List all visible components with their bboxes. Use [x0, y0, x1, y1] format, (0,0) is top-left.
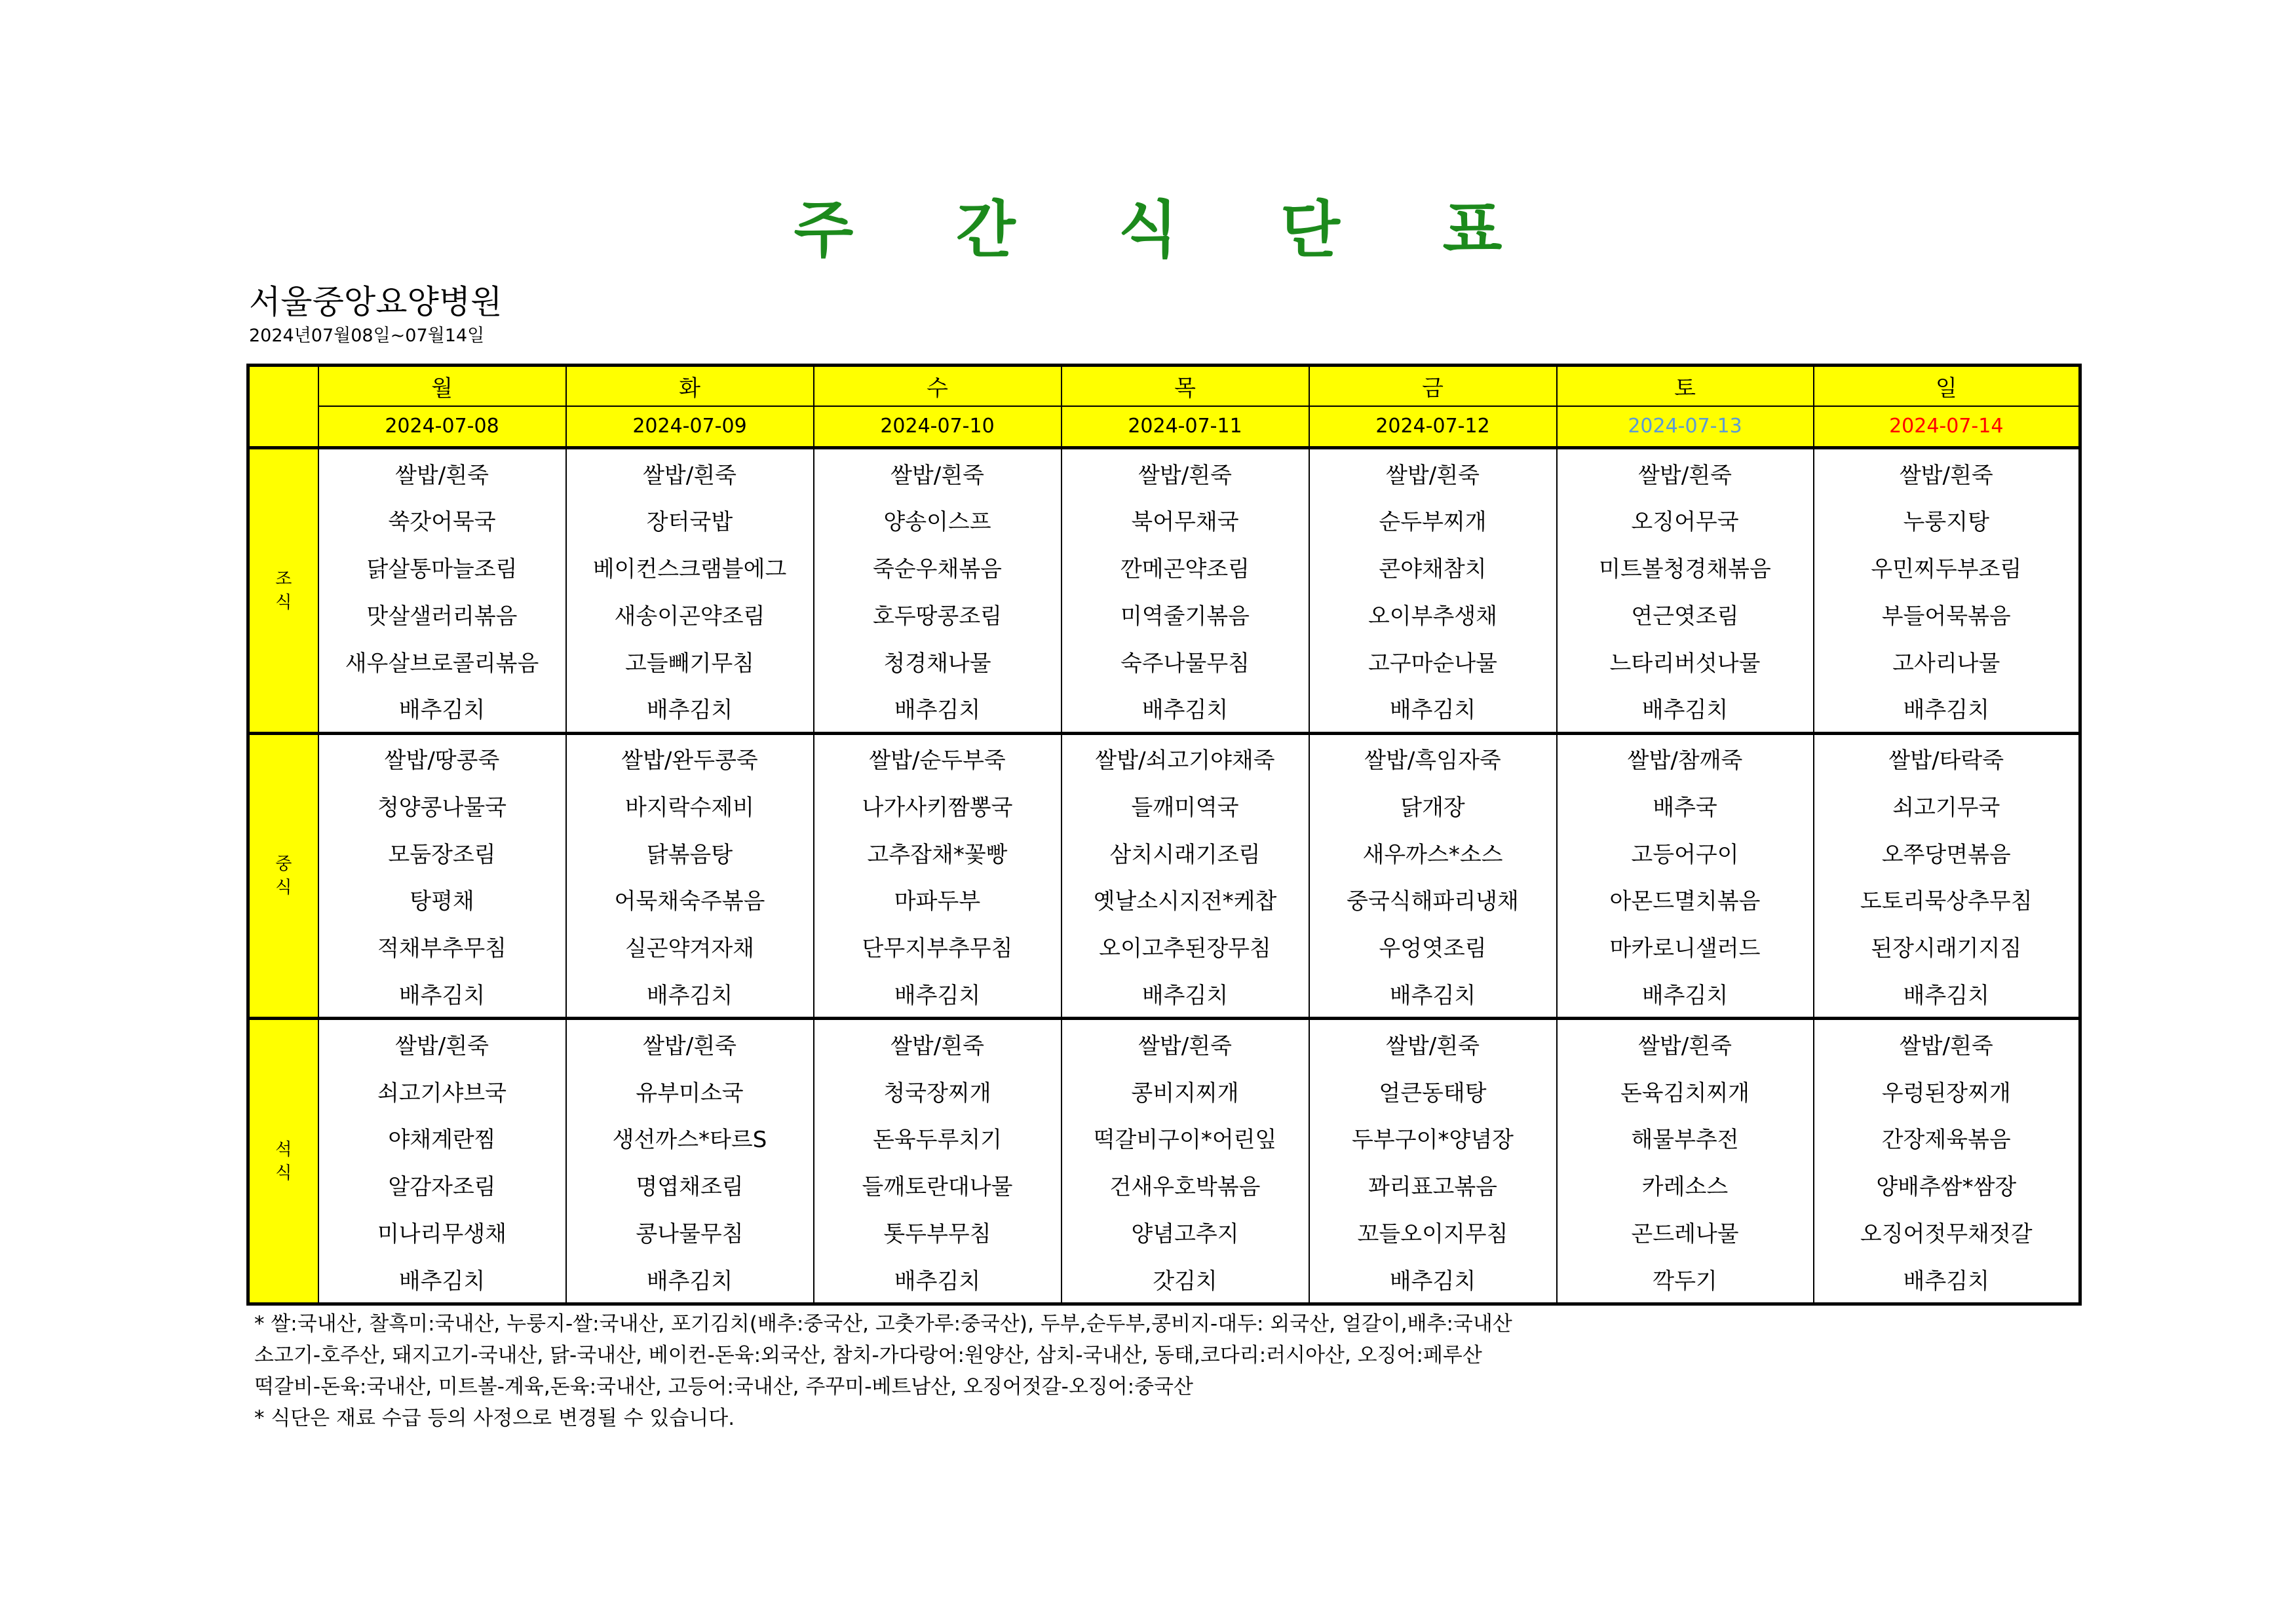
dish-cell-sun: 쌀밥/타락죽 [1814, 733, 2080, 782]
dish-cell-fri: 꽈리표고볶음 [1309, 1161, 1557, 1209]
dish-cell-fri: 우엉엿조림 [1309, 923, 1557, 970]
dish-cell-thu: 갓김치 [1062, 1255, 1309, 1304]
dish-cell-wed: 들깨토란대나물 [814, 1161, 1062, 1209]
dish-cell-tue: 고들빼기무침 [566, 637, 814, 685]
day-name-thu: 목 [1062, 366, 1309, 406]
dish-cell-fri: 중국식해파리냉채 [1309, 876, 1557, 923]
date-thu: 2024-07-11 [1062, 406, 1309, 448]
day-name-wed: 수 [814, 366, 1062, 406]
date-sun: 2024-07-14 [1814, 406, 2080, 448]
table-row [248, 1255, 2080, 1304]
date-mon: 2024-07-08 [318, 406, 566, 448]
dish-cell-sat: 곤드레나물 [1557, 1208, 1814, 1255]
dish-cell-sat: 쌀밥/흰죽 [1557, 1019, 1814, 1067]
dish-cell-tue: 배추김치 [566, 685, 814, 733]
dish-cell-sun: 배추김치 [1814, 1255, 2080, 1304]
table-row [248, 544, 2080, 591]
dish-cell-thu: 들깨미역국 [1062, 782, 1309, 829]
dish-cell-wed: 쌀밥/흰죽 [814, 1019, 1062, 1067]
table-row [248, 448, 2080, 497]
dish-cell-sat: 깍두기 [1557, 1255, 1814, 1304]
dish-cell-thu: 깐메곤약조림 [1062, 544, 1309, 591]
dish-cell-wed: 배추김치 [814, 1255, 1062, 1304]
dish-cell-tue: 쌀밥/흰죽 [566, 448, 814, 497]
dish-cell-sun: 양배추쌈*쌈장 [1814, 1161, 2080, 1209]
table-row [248, 685, 2080, 733]
dish-cell-fri: 쌀밥/흑임자죽 [1309, 733, 1557, 782]
dish-cell-sat: 돈육김치찌개 [1557, 1067, 1814, 1114]
note-line: 소고기-호주산, 돼지고기-국내산, 닭-국내산, 베이컨-돈육:외국산, 참치-가다랑어:원양산, 삼치-국내산, 동태,코다리:러시아산, 오징어:페루산 [254, 1344, 1482, 1367]
table-row [248, 1019, 2080, 1067]
dish-cell-sat: 연근엿조림 [1557, 591, 1814, 638]
table-row [248, 782, 2080, 829]
dish-cell-thu: 쌀밥/흰죽 [1062, 448, 1309, 497]
dish-cell-thu: 떡갈비구이*어린잎 [1062, 1114, 1309, 1161]
dish-cell-fri: 배추김치 [1309, 1255, 1557, 1304]
dish-cell-wed: 호두땅콩조림 [814, 591, 1062, 638]
dish-cell-wed: 쌀밥/흰죽 [814, 448, 1062, 497]
dish-cell-fri: 새우까스*소스 [1309, 829, 1557, 876]
dish-cell-wed: 죽순우채볶음 [814, 544, 1062, 591]
dish-cell-mon: 배추김치 [318, 1255, 566, 1304]
dish-cell-wed: 돈육두루치기 [814, 1114, 1062, 1161]
table-row [248, 591, 2080, 638]
table-row [248, 876, 2080, 923]
dish-cell-tue: 실곤약겨자채 [566, 923, 814, 970]
dish-cell-thu: 옛날소시지전*케찹 [1062, 876, 1309, 923]
dish-cell-thu: 배추김치 [1062, 685, 1309, 733]
dish-cell-wed: 청경채나물 [814, 637, 1062, 685]
table-row [248, 829, 2080, 876]
dish-cell-mon: 쌀밥/땅콩죽 [318, 733, 566, 782]
table-row [248, 970, 2080, 1019]
day-name-sun: 일 [1814, 366, 2080, 406]
dish-cell-mon: 배추김치 [318, 685, 566, 733]
dish-cell-tue: 생선까스*타르S [566, 1114, 814, 1161]
date-tue: 2024-07-09 [566, 406, 814, 448]
dish-cell-thu: 양념고추지 [1062, 1208, 1309, 1255]
dish-cell-fri: 쌀밥/흰죽 [1309, 448, 1557, 497]
dish-cell-sun: 도토리묵상추무침 [1814, 876, 2080, 923]
dish-cell-tue: 콩나물무침 [566, 1208, 814, 1255]
table-row [248, 923, 2080, 970]
dish-cell-tue: 쌀밥/완두콩죽 [566, 733, 814, 782]
dish-cell-sat: 배추국 [1557, 782, 1814, 829]
table-row [248, 497, 2080, 544]
dish-cell-mon: 모둠장조림 [318, 829, 566, 876]
dish-cell-sun: 누룽지탕 [1814, 497, 2080, 544]
dish-cell-thu: 오이고추된장무침 [1062, 923, 1309, 970]
day-name-sat: 토 [1557, 366, 1814, 406]
dish-cell-sun: 배추김치 [1814, 970, 2080, 1019]
date-sat: 2024-07-13 [1557, 406, 1814, 448]
dish-cell-fri: 배추김치 [1309, 685, 1557, 733]
dish-cell-tue: 베이컨스크램블에그 [566, 544, 814, 591]
menu-period: 2024년07월08일~07월14일 [249, 326, 485, 346]
dish-cell-fri: 오이부추생채 [1309, 591, 1557, 638]
dish-cell-sun: 배추김치 [1814, 685, 2080, 733]
dish-cell-mon: 쌀밥/흰죽 [318, 1019, 566, 1067]
dish-cell-sat: 쌀밥/흰죽 [1557, 448, 1814, 497]
dish-cell-tue: 유부미소국 [566, 1067, 814, 1114]
dish-cell-mon: 탕평채 [318, 876, 566, 923]
dish-cell-wed: 나가사키짬뽕국 [814, 782, 1062, 829]
table-row [248, 637, 2080, 685]
dish-cell-thu: 숙주나물무침 [1062, 637, 1309, 685]
dish-cell-wed: 마파두부 [814, 876, 1062, 923]
dish-cell-sat: 아몬드멸치볶음 [1557, 876, 1814, 923]
note-line: * 쌀:국내산, 찰흑미:국내산, 누룽지-쌀:국내산, 포기김치(배추:중국산, 고춧가루:중국산), 두부,순두부,콩비지-대두: 외국산, 얼갈이,배추:국내산 [254, 1312, 1512, 1336]
dish-cell-mon: 야채계란찜 [318, 1114, 566, 1161]
dish-cell-sat: 마카로니샐러드 [1557, 923, 1814, 970]
dish-cell-tue: 바지락수제비 [566, 782, 814, 829]
dish-cell-mon: 배추김치 [318, 970, 566, 1019]
dish-cell-sat: 배추김치 [1557, 685, 1814, 733]
dish-cell-fri: 순두부찌개 [1309, 497, 1557, 544]
day-name-fri: 금 [1309, 366, 1557, 406]
weekly-menu-table [246, 364, 2082, 1306]
dish-cell-tue: 장터국밥 [566, 497, 814, 544]
dish-cell-wed: 단무지부추무침 [814, 923, 1062, 970]
dish-cell-thu: 배추김치 [1062, 970, 1309, 1019]
menu-table-body [248, 366, 2080, 1304]
dish-cell-tue: 명엽채조림 [566, 1161, 814, 1209]
dish-cell-tue: 닭볶음탕 [566, 829, 814, 876]
date-fri: 2024-07-12 [1309, 406, 1557, 448]
dish-cell-fri: 쌀밥/흰죽 [1309, 1019, 1557, 1067]
meal-label: 조 식 [248, 448, 318, 734]
dish-cell-fri: 고구마순나물 [1309, 637, 1557, 685]
dish-cell-mon: 새우살브로콜리볶음 [318, 637, 566, 685]
dish-cell-sun: 우렁된장찌개 [1814, 1067, 2080, 1114]
page-title: 주 간 식 단 표 [794, 195, 1543, 266]
dish-cell-sat: 오징어무국 [1557, 497, 1814, 544]
dish-cell-fri: 얼큰동태탕 [1309, 1067, 1557, 1114]
table-row [248, 1067, 2080, 1114]
dish-cell-mon: 쌀밥/흰죽 [318, 448, 566, 497]
date-row [248, 406, 2080, 448]
dish-cell-thu: 건새우호박볶음 [1062, 1161, 1309, 1209]
dish-cell-sat: 고등어구이 [1557, 829, 1814, 876]
dish-cell-thu: 미역줄기볶음 [1062, 591, 1309, 638]
dish-cell-thu: 쌀밥/흰죽 [1062, 1019, 1309, 1067]
dish-cell-wed: 쌀밥/순두부죽 [814, 733, 1062, 782]
dish-cell-mon: 맛살샐러리볶음 [318, 591, 566, 638]
note-line: 떡갈비-돈육:국내산, 미트볼-계육,돈육:국내산, 고등어:국내산, 주꾸미-베트남산, 오징어젓갈-오징어:중국산 [254, 1375, 1193, 1399]
dish-cell-sun: 오징어젓무채젓갈 [1814, 1208, 2080, 1255]
dish-cell-sat: 쌀밥/참깨죽 [1557, 733, 1814, 782]
dish-cell-sun: 쌀밥/흰죽 [1814, 1019, 2080, 1067]
dish-cell-wed: 배추김치 [814, 685, 1062, 733]
day-name-mon: 월 [318, 366, 566, 406]
dish-cell-sun: 쇠고기무국 [1814, 782, 2080, 829]
dish-cell-wed: 고추잡채*꽃빵 [814, 829, 1062, 876]
dish-cell-tue: 새송이곤약조림 [566, 591, 814, 638]
dish-cell-sun: 오쭈당면볶음 [1814, 829, 2080, 876]
dish-cell-tue: 어묵채숙주볶음 [566, 876, 814, 923]
date-wed: 2024-07-10 [814, 406, 1062, 448]
note-line: * 식단은 재료 수급 등의 사정으로 변경될 수 있습니다. [254, 1407, 735, 1430]
origin-notes [254, 1308, 1512, 1434]
dish-cell-fri: 두부구이*양념장 [1309, 1114, 1557, 1161]
day-name-row [248, 366, 2080, 406]
dish-cell-sun: 간장제육볶음 [1814, 1114, 2080, 1161]
dish-cell-sat: 카레소스 [1557, 1161, 1814, 1209]
dish-cell-tue: 배추김치 [566, 970, 814, 1019]
dish-cell-thu: 삼치시래기조림 [1062, 829, 1309, 876]
dish-cell-thu: 쌀밥/쇠고기야채죽 [1062, 733, 1309, 782]
dish-cell-mon: 쑥갓어묵국 [318, 497, 566, 544]
dish-cell-fri: 닭개장 [1309, 782, 1557, 829]
dish-cell-sun: 고사리나물 [1814, 637, 2080, 685]
dish-cell-sat: 배추김치 [1557, 970, 1814, 1019]
dish-cell-sat: 미트볼청경채볶음 [1557, 544, 1814, 591]
table-row [248, 1161, 2080, 1209]
dish-cell-tue: 배추김치 [566, 1255, 814, 1304]
dish-cell-wed: 톳두부무침 [814, 1208, 1062, 1255]
corner-cell [248, 366, 318, 448]
dish-cell-sun: 우민찌두부조림 [1814, 544, 2080, 591]
dish-cell-mon: 쇠고기샤브국 [318, 1067, 566, 1114]
meal-label: 중 식 [248, 733, 318, 1019]
dish-cell-mon: 청양콩나물국 [318, 782, 566, 829]
dish-cell-sun: 부들어묵볶음 [1814, 591, 2080, 638]
hospital-name: 서울중앙요양병원 [249, 283, 503, 321]
day-name-tue: 화 [566, 366, 814, 406]
dish-cell-mon: 미나리무생채 [318, 1208, 566, 1255]
table-row [248, 1208, 2080, 1255]
meal-label: 석 식 [248, 1019, 318, 1304]
dish-cell-mon: 알감자조림 [318, 1161, 566, 1209]
dish-cell-fri: 배추김치 [1309, 970, 1557, 1019]
table-row [248, 733, 2080, 782]
dish-cell-thu: 북어무채국 [1062, 497, 1309, 544]
dish-cell-mon: 닭살통마늘조림 [318, 544, 566, 591]
dish-cell-sat: 느타리버섯나물 [1557, 637, 1814, 685]
dish-cell-fri: 콘야채참치 [1309, 544, 1557, 591]
dish-cell-wed: 양송이스프 [814, 497, 1062, 544]
dish-cell-sun: 된장시래기지짐 [1814, 923, 2080, 970]
dish-cell-mon: 적채부추무침 [318, 923, 566, 970]
dish-cell-wed: 배추김치 [814, 970, 1062, 1019]
dish-cell-wed: 청국장찌개 [814, 1067, 1062, 1114]
dish-cell-thu: 콩비지찌개 [1062, 1067, 1309, 1114]
dish-cell-tue: 쌀밥/흰죽 [566, 1019, 814, 1067]
table-row [248, 1114, 2080, 1161]
dish-cell-fri: 꼬들오이지무침 [1309, 1208, 1557, 1255]
dish-cell-sat: 해물부추전 [1557, 1114, 1814, 1161]
dish-cell-sun: 쌀밥/흰죽 [1814, 448, 2080, 497]
